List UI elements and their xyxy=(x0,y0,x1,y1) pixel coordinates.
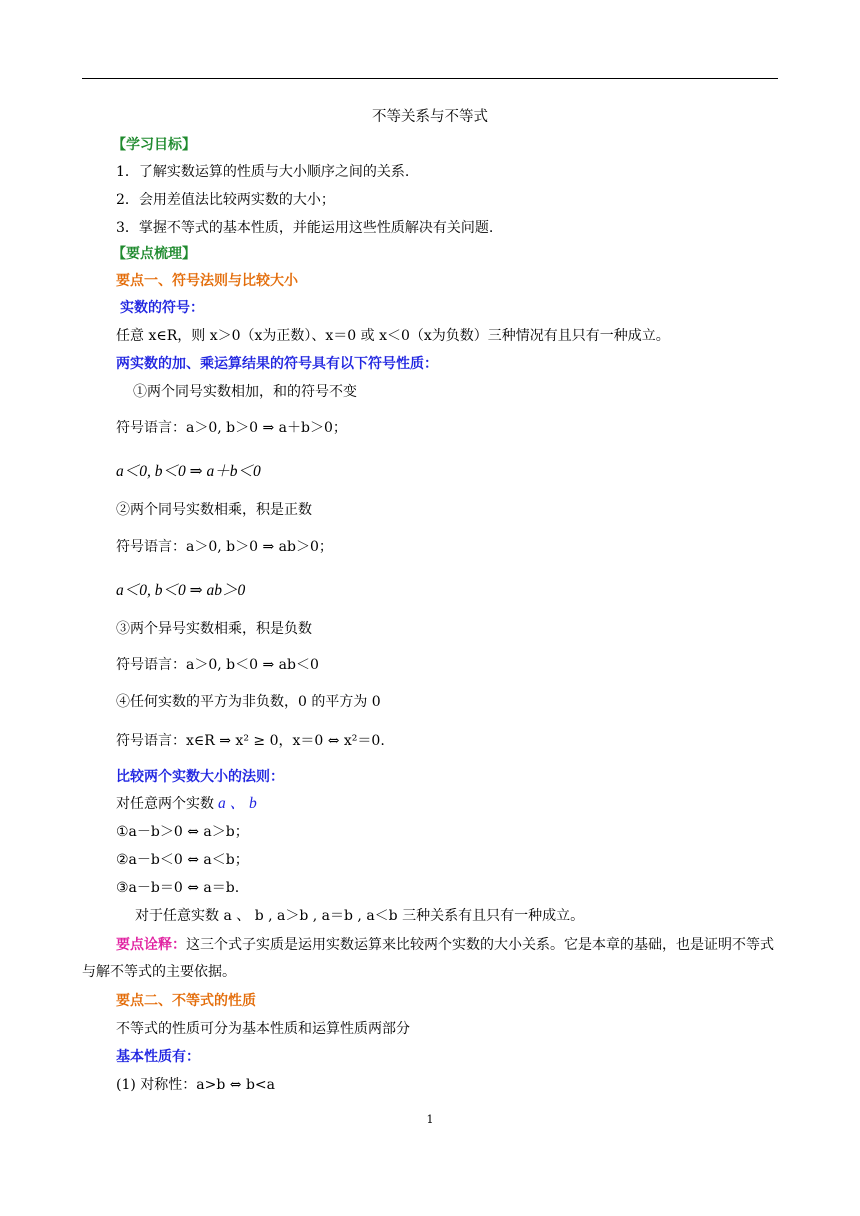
comparison-intro xyxy=(116,794,257,814)
page-number: 1 xyxy=(426,1113,434,1126)
note-label: 要点诠释： xyxy=(116,937,186,953)
comparison-rule-3: ③a－b＝0 ⇔ a＝b. xyxy=(116,880,240,896)
rule-1-symbolic-negative: a＜0, b＜0 ⇒ a＋b＜0 xyxy=(116,463,261,480)
note-paragraph xyxy=(82,932,782,986)
key-points-heading: 【要点梳理】 xyxy=(112,246,196,262)
point2-heading: 要点二、不等式的性质 xyxy=(116,993,256,1009)
rule-3: ③两个异号实数相乘，积是负数 xyxy=(116,621,312,637)
comparison-rule-heading: 比较两个实数大小的法则： xyxy=(116,769,284,785)
comparison-intro-vars: a 、 b xyxy=(218,795,257,812)
property-symmetry: (1) 对称性：a>b ⇔ b<a xyxy=(116,1077,275,1093)
goal-item-2: 2．会用差值法比较两实数的大小； xyxy=(116,192,335,208)
rule-3-symbolic: 符号语言：a＞0, b＜0 ⇒ ab＜0 xyxy=(116,657,319,673)
goal-item-1: 1．了解实数运算的性质与大小顺序之间的关系. xyxy=(116,164,410,180)
point1-heading: 要点一、符号法则与比较大小 xyxy=(116,273,298,289)
comparison-intro-text: 对任意两个实数 xyxy=(116,796,214,812)
rule-1: ①两个同号实数相加，和的符号不变 xyxy=(133,384,357,400)
comparison-rule-2: ②a－b＜0 ⇔ a＜b； xyxy=(116,852,249,868)
rule-1-symbolic: 符号语言：a＞0, b＞0 ⇒ a＋b＞0； xyxy=(116,420,347,436)
learning-goals-heading: 【学习目标】 xyxy=(112,137,196,153)
point2-intro: 不等式的性质可分为基本性质和运算性质两部分 xyxy=(116,1021,410,1037)
rule-2-symbolic-negative: a＜0, b＜0 ⇒ ab＞0 xyxy=(116,582,246,599)
page-title: 不等关系与不等式 xyxy=(372,109,488,125)
goal-item-3: 3．掌握不等式的基本性质，并能运用这些性质解决有关问题. xyxy=(116,220,494,236)
sign-property-heading: 两实数的加、乘运算结果的符号具有以下符号性质： xyxy=(116,356,438,372)
rule-2-symbolic: 符号语言：a＞0, b＞0 ⇒ ab＞0； xyxy=(116,539,333,555)
rule-4: ④任何实数的平方为非负数，0 的平方为 0 xyxy=(116,694,381,710)
note-text: 这三个式子实质是运用实数运算来比较两个实数的大小关系。它是本章的基础，也是证明不等式与解不等式的主要依据。 xyxy=(82,937,774,980)
trichotomy-statement: 任意 x∈R，则 x＞0（x为正数）、x＝0 或 x＜0（x为负数）三种情况有且只有一种成立。 xyxy=(116,328,670,344)
comparison-summary: 对于任意实数 a 、 b , a＞b , a＝b , a＜b 三种关系有且只有一种成立。 xyxy=(135,908,585,924)
comparison-rule-1: ①a－b＞0 ⇔ a＞b； xyxy=(116,824,249,840)
rule-4-symbolic: 符号语言：x∈R ⇒ x² ≥ 0，x＝0 ⇔ x²＝0. xyxy=(116,733,385,749)
real-sign-heading: 实数的符号： xyxy=(120,300,204,316)
rule-2: ②两个同号实数相乘，积是正数 xyxy=(116,502,312,518)
basic-properties-heading: 基本性质有： xyxy=(116,1049,200,1065)
header-rule xyxy=(82,78,778,79)
